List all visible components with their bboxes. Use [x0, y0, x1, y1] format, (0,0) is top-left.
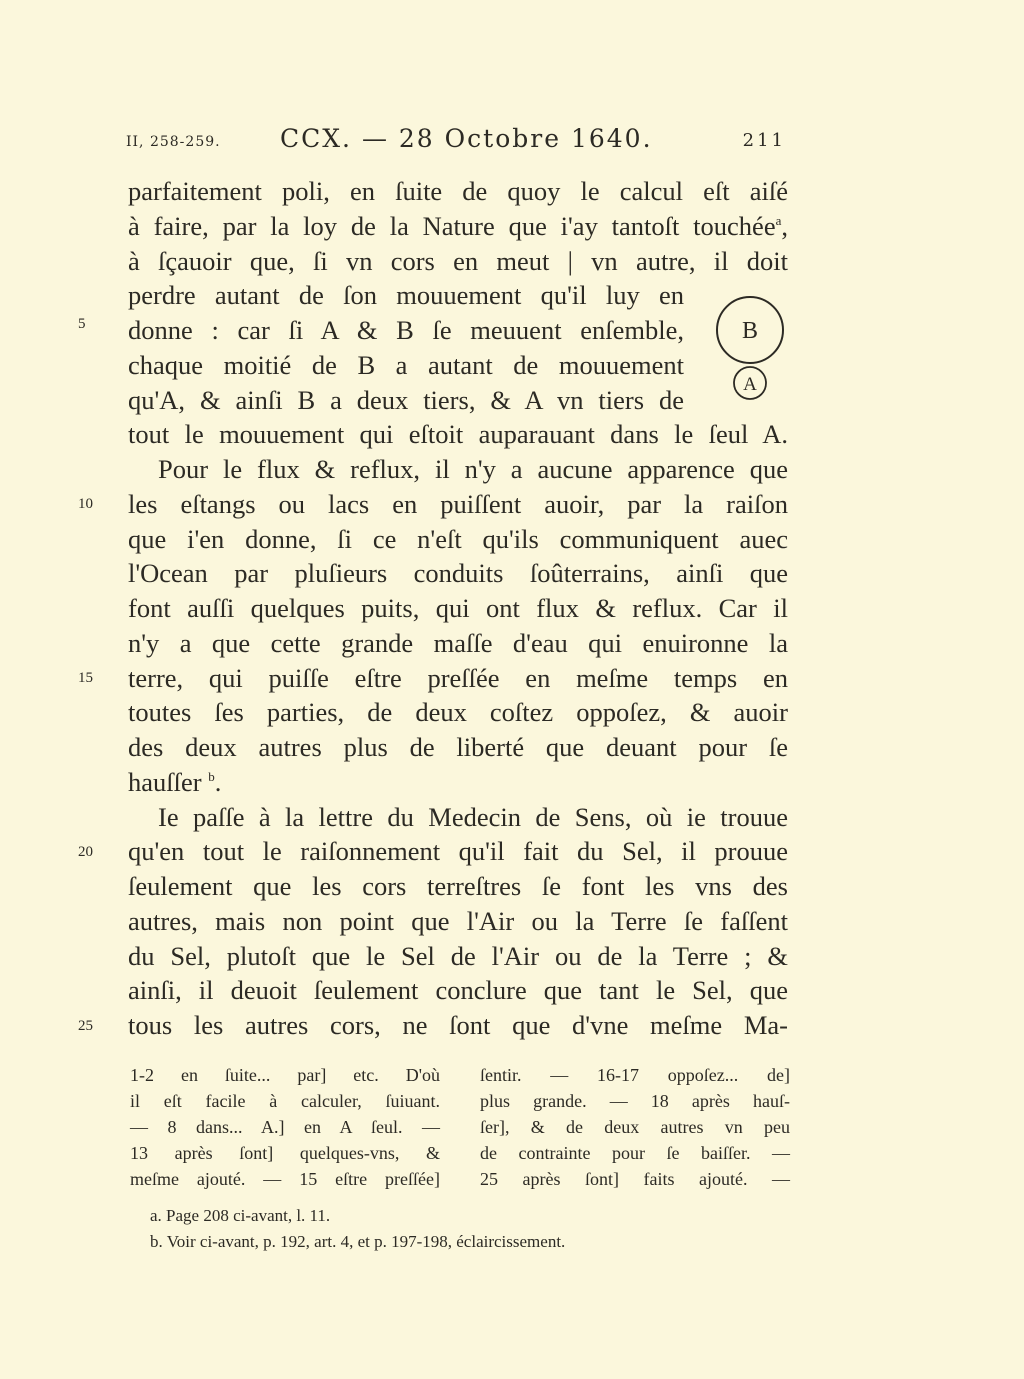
- variant-line: plus grande. — 18 après hauſ-: [480, 1091, 790, 1111]
- header-volume-pages: II, 258-259.: [126, 134, 221, 150]
- text-line: l'Ocean par pluſieurs conduits ſoûterrains, ainſi que: [128, 558, 788, 589]
- variant-line: ſer], & de deux autres vn peu: [480, 1117, 790, 1137]
- line-number: 20: [78, 844, 93, 860]
- text-line: tout le mouuement qui eſtoit auparauant dans le ſeul A.: [128, 419, 788, 450]
- text-line: terre, qui puiſſe eſtre preſſée en meſme temps en: [128, 662, 788, 693]
- variant-line: ſentir. — 16-17 oppoſez... de]: [480, 1065, 790, 1085]
- variants-column-1: [130, 1062, 440, 1192]
- label-b: B: [741, 318, 759, 344]
- line-number: 10: [78, 496, 93, 512]
- label-a: A: [743, 374, 757, 395]
- text-line: ainſi, il deuoit ſeulement conclure que tant le Sel, que: [128, 975, 788, 1006]
- footnote-ref-a: a: [775, 212, 782, 228]
- footnote-a: a. Page 208 ci-avant, l. 11.: [150, 1206, 331, 1225]
- text-line: toutes ſes parties, de deux coſtez oppoſez, & auoir: [128, 697, 788, 728]
- text-line: à faire, par la loy de la Nature que i'ay tantoſt touchée$^a$,: [128, 210, 788, 241]
- line-number: 25: [78, 1018, 93, 1034]
- text-line: qu'A, & ainſi B a deux tiers, & A vn tiers de: [128, 384, 684, 415]
- text-line: Pour le flux & reflux, il n'y a aucune apparence que: [158, 454, 788, 484]
- line-number: 15: [78, 670, 93, 686]
- text-line: des deux autres plus de liberté que deuant pour ſe: [128, 732, 788, 762]
- header-letter-title: CCX. — 28 Octobre 1640.: [280, 124, 653, 153]
- variant-line: de contrainte pour ſe baiſſer. —: [480, 1143, 790, 1163]
- footnote-b: b. Voir ci-avant, p. 192, art. 4, et p. 197-198, éclaircissement.: [150, 1232, 566, 1251]
- main-text: [128, 174, 788, 1043]
- text-line: perdre autant de ſon mouuement qu'il luy en: [128, 280, 684, 311]
- text-line: chaque moitié de B a autant de mouuement: [128, 349, 684, 380]
- variants-column-2: [480, 1062, 790, 1192]
- variant-line: — 8 dans... A.] en A ſeul. —: [130, 1117, 440, 1137]
- text-line: tous les autres cors, ne ſont que d'vne meſme Ma-: [128, 1010, 788, 1040]
- text-line: qu'en tout le raiſonnement qu'il fait du Sel, il prouue: [128, 836, 788, 867]
- text-line: donne : car ſi A & B ſe meuuent enſemble,: [128, 315, 684, 345]
- text-line: hauſſer $^b$.: [128, 766, 222, 797]
- header-page-number: 211: [742, 130, 786, 151]
- text-line: les eſtangs ou lacs en puiſſent auoir, par la raiſon: [128, 488, 788, 519]
- variant-line: 25 après ſont] faits ajouté. —: [480, 1169, 790, 1189]
- variant-line: meſme ajouté. — 15 eſtre preſſée]: [130, 1169, 440, 1189]
- variant-line: il eſt facile à calculer, ſuiuant.: [130, 1091, 440, 1111]
- text-line: n'y a que cette grande maſſe d'eau qui enuironne la: [128, 627, 788, 658]
- variant-line: 1-2 en ſuite... par] etc. D'où: [130, 1065, 440, 1085]
- text-line: font auſſi quelques puits, qui ont flux & reflux. Car il: [128, 593, 788, 623]
- text-line: parfaitement poli, en ſuite de quoy le calcul eſt aiſé: [128, 176, 788, 206]
- circles-diagram: [712, 292, 792, 408]
- text-line: autres, mais non point que l'Air ou la Terre ſe faſſent: [128, 905, 788, 936]
- text-line: que i'en donne, ſi ce n'eſt qu'ils communiquent auec: [128, 523, 788, 554]
- text-line: à ſçauoir que, ſi vn cors en meut | vn autre, il doit: [128, 245, 788, 276]
- text-line: Ie paſſe à la lettre du Medecin de Sens, où ie trouue: [158, 801, 788, 832]
- text-line: ſeulement que les cors terreſtres ſe font les vns des: [128, 871, 788, 901]
- text-line: du Sel, plutoſt que le Sel de l'Air ou de la Terre ; &: [128, 940, 788, 971]
- line-number: 5: [78, 316, 86, 332]
- variant-line: 13 après ſont] quelques-vns, &: [130, 1143, 440, 1163]
- footnote-ref-b: b: [208, 768, 215, 784]
- footnotes: [150, 1203, 565, 1255]
